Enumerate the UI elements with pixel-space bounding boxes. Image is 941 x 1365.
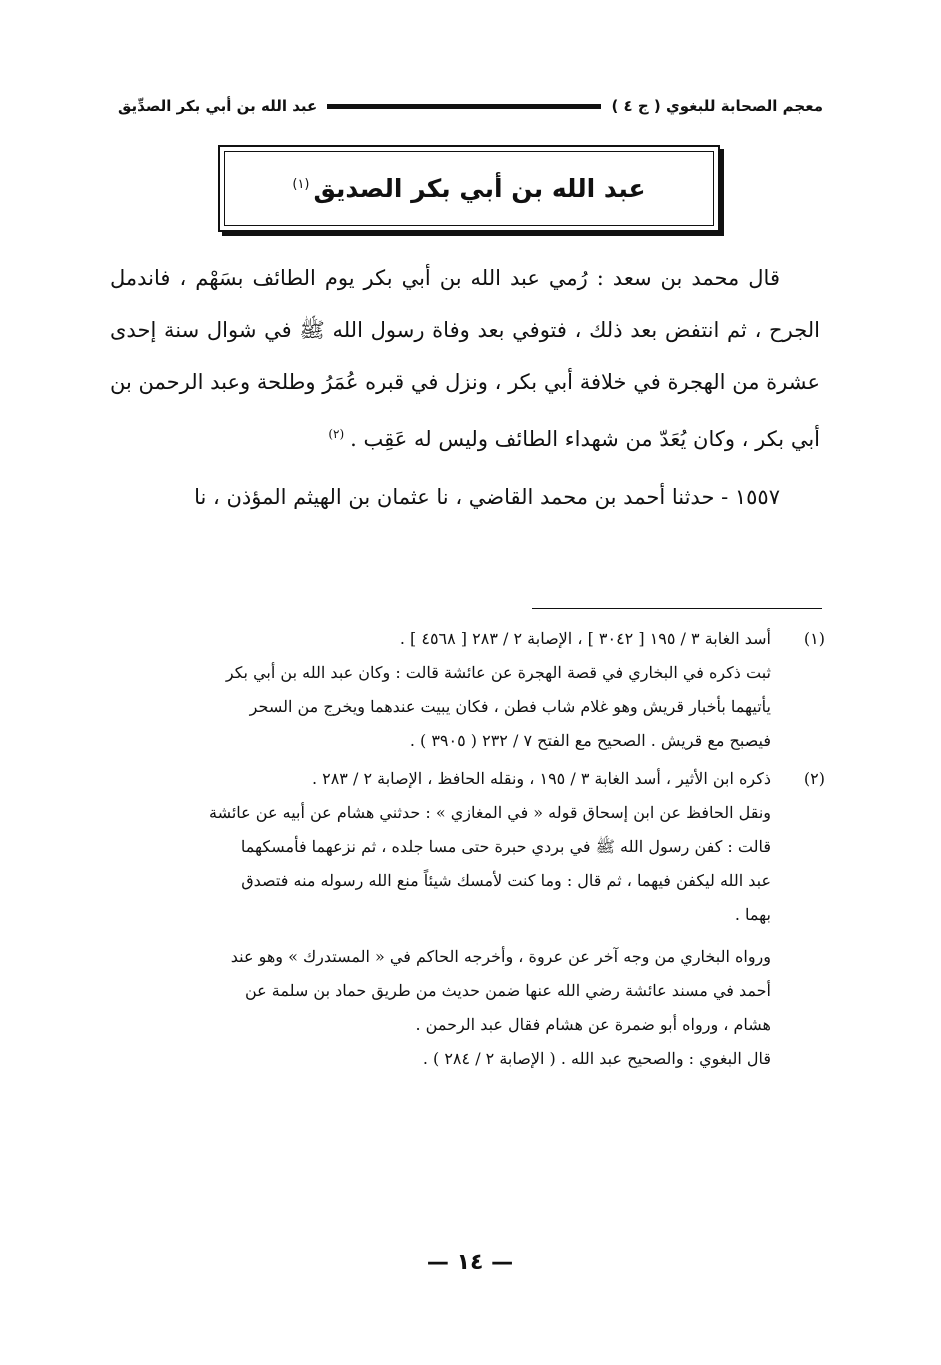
footnote-content bbox=[110, 762, 771, 1076]
main-text bbox=[110, 252, 820, 523]
paragraph-line: قال محمد بن سعد : رُمي عبد الله بن أبي بكر يوم الطائف بسَهْم ، bbox=[179, 266, 780, 290]
footnote-line: ورواه البخاري من وجه آخر عن عروة ، وأخرجه الحاكم في « المستدرك » وهو عند bbox=[230, 947, 771, 966]
hadith-line: ١٥٥٧ - حدثنا أحمد بن محمد القاضي ، نا عثمان بن الهيثم المؤذن ، نا bbox=[194, 485, 780, 509]
footnote-line: ذكره ابن الأثير ، أسد الغابة ٣ / ١٩٥ ، ونقله الحافظ ، الإصابة ٢ / ٢٨٣ . bbox=[311, 769, 771, 788]
footnote-number: (٢) bbox=[803, 769, 825, 788]
page-number: — ١٤ — bbox=[426, 1250, 514, 1275]
header-rule bbox=[327, 104, 601, 109]
footnote-line: قال البغوي : والصحيح عبد الله . ( الإصابة ٢ / ٢٨٤ ) . bbox=[422, 1049, 771, 1068]
title-frame bbox=[218, 145, 720, 232]
footnote-separator bbox=[532, 608, 822, 609]
biography-paragraph bbox=[110, 252, 820, 465]
header-book-title: معجم الصحابة للبغوي ( ج ٤ ) bbox=[611, 97, 823, 115]
footnote-line: عبد الله ليكفن فيهما ، ثم قال : وما كنت لأمسك شيئاً منع الله رسوله منه فتصدق bbox=[241, 871, 771, 890]
paragraph-line: شوال سنة إحدى عشرة من الهجرة في خلافة أبي بكر ، ونزل في قبره عُمَرُ bbox=[110, 318, 820, 394]
paragraph-footnote-ref: (٢) bbox=[328, 427, 345, 441]
running-header bbox=[118, 90, 823, 122]
footnote-line: يأتيهما بأخبار قريش وهو غلام شاب فطن ، فكان يبيت عندهما ويخرج من السحر bbox=[249, 697, 771, 716]
footnote-1 bbox=[110, 622, 825, 758]
footnote-line: أسد الغابة ٣ / ١٩٥ [ ٣٠٤٢ ] ، الإصابة ٢ / ٢٨٣ [ ٤٥٦٨ ] . bbox=[399, 629, 771, 648]
chapter-title bbox=[292, 174, 645, 203]
footnote-content bbox=[110, 622, 771, 758]
footnotes bbox=[110, 622, 825, 1076]
footnote-line: فيصبح مع قريش . الصحيح مع الفتح ٧ / ٢٣٢ ( ٣٩٠٥ ) . bbox=[409, 731, 771, 750]
footnote-line: ونقل الحافظ عن ابن إسحاق قوله « في المغازي » : حدثني هشام عن أبيه عن عائشة bbox=[208, 803, 771, 822]
paragraph-line: وطلحة وعبد الرحمن بن أبي بكر ، وكان يُعَدّ من شهداء الطائف وليس له bbox=[110, 370, 820, 451]
footnote-line: ثبت ذكره في البخاري في قصة الهجرة عن عائشة قالت : وكان عبد الله بن أبي بكر bbox=[225, 663, 771, 682]
paragraph-line: فاندمل الجرح ، ثم انتفض بعد ذلك ، فتوفي بعد وفاة رسول الله ﷺ في bbox=[110, 266, 820, 342]
footnote-number: (١) bbox=[803, 629, 825, 648]
chapter-title-text: عبد الله بن أبي بكر الصديق bbox=[313, 174, 646, 203]
paragraph-line: عَقِب . bbox=[350, 427, 408, 451]
header-section-title: عبد الله بن أبي بكر الصدِّيق bbox=[118, 97, 318, 115]
footnote-line: أحمد في مسند عائشة رضي الله عنها ضمن حديث من طريق حماد بن سلمة عن bbox=[244, 981, 771, 1000]
footnote-2 bbox=[110, 762, 825, 1076]
footnote-line: بهما . bbox=[734, 905, 771, 924]
footnote-line: هشام ، ورواه أبو ضمرة عن هشام فقال عبد الرحمن . bbox=[415, 1015, 771, 1034]
footnote-line: قالت : كفن رسول الله ﷺ في بردي حبرة حتى مسا جلده ، ثم نزعهما فأمسكهما bbox=[240, 837, 771, 856]
title-footnote-ref: (١) bbox=[292, 176, 310, 192]
